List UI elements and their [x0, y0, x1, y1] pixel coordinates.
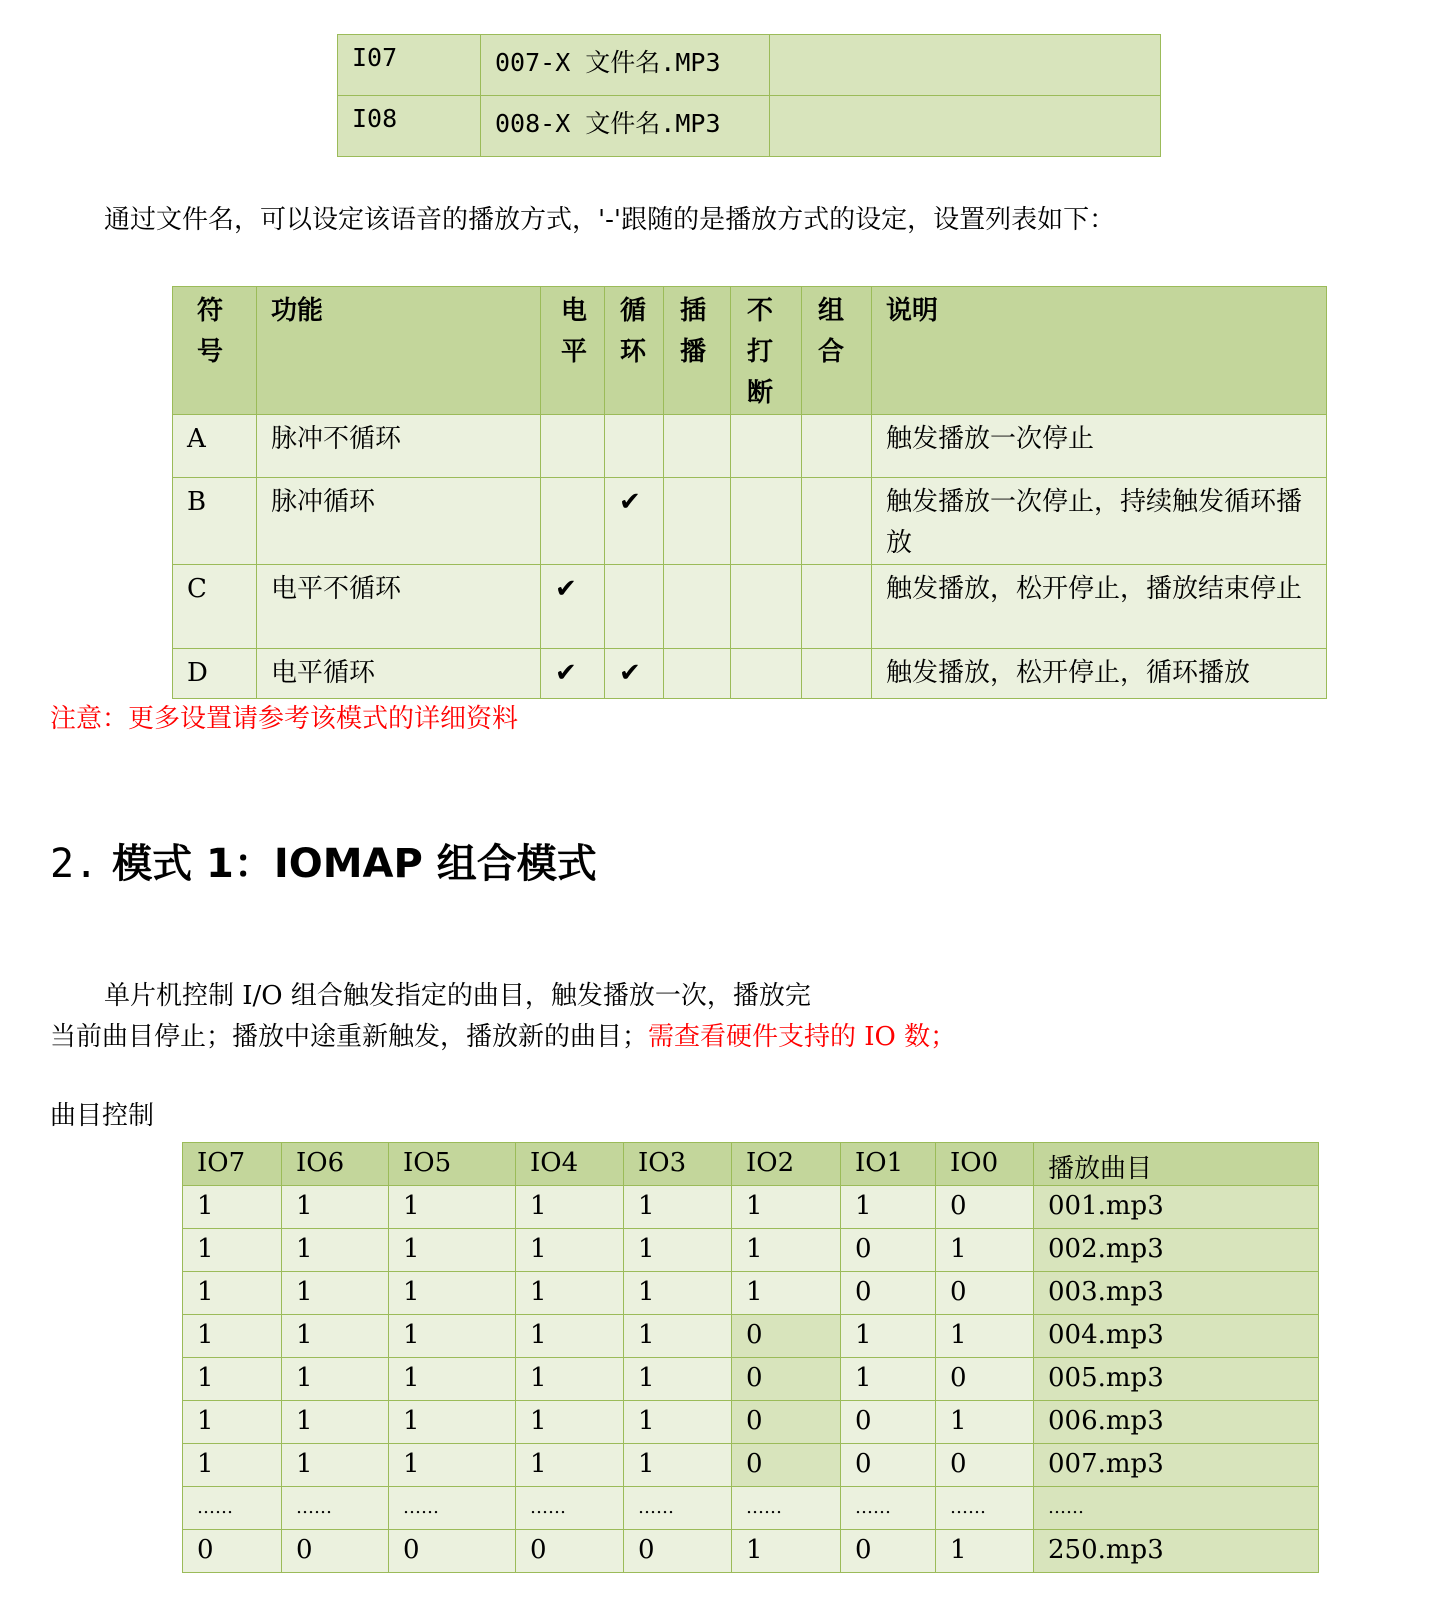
note-cell	[770, 96, 1161, 157]
io-value-cell: 0	[732, 1315, 841, 1358]
io-value-cell: 0	[841, 1530, 936, 1573]
io-value-cell: 1	[389, 1444, 516, 1487]
header-io0: IO0	[936, 1143, 1034, 1186]
desc-cell: 触发播放一次停止	[872, 415, 1327, 478]
loop-cell: ✔	[605, 478, 664, 565]
io-value-cell: 1	[389, 1229, 516, 1272]
level-cell: ✔	[541, 649, 605, 699]
io-value-cell: 0	[389, 1530, 516, 1573]
io-value-cell: 1	[624, 1315, 732, 1358]
io-cell: I07	[338, 35, 481, 96]
io-value-cell: 1	[936, 1401, 1034, 1444]
track-cell: 003.mp3	[1034, 1272, 1319, 1315]
io-value-cell: 1	[936, 1229, 1034, 1272]
io-value-cell: 1	[624, 1401, 732, 1444]
table-row	[183, 1530, 1319, 1573]
table-row	[183, 1186, 1319, 1229]
symbol-cell: A	[173, 415, 257, 478]
symbol-cell: C	[173, 565, 257, 649]
level-cell	[541, 478, 605, 565]
symbol-cell: B	[173, 478, 257, 565]
io-value-cell: 0	[936, 1272, 1034, 1315]
io-value-cell: 1	[389, 1401, 516, 1444]
io-value-cell: ……	[183, 1487, 282, 1530]
io-value-cell: ……	[732, 1487, 841, 1530]
header-io6: IO6	[282, 1143, 389, 1186]
table-row	[173, 478, 1327, 565]
io-value-cell: 0	[841, 1272, 936, 1315]
header-function: 功能	[257, 287, 541, 415]
io-value-cell: 1	[183, 1401, 282, 1444]
empty-cell	[731, 565, 802, 649]
io-value-cell: 0	[841, 1444, 936, 1487]
table-row	[183, 1444, 1319, 1487]
function-cell: 电平不循环	[257, 565, 541, 649]
io-value-cell: ……	[282, 1487, 389, 1530]
empty-cell	[802, 565, 872, 649]
track-cell: 005.mp3	[1034, 1358, 1319, 1401]
header-io3: IO3	[624, 1143, 732, 1186]
level-cell: ✔	[541, 565, 605, 649]
io-value-cell: 0	[183, 1530, 282, 1573]
io-value-cell: 1	[936, 1315, 1034, 1358]
track-cell: ……	[1034, 1487, 1319, 1530]
io-value-cell: 1	[516, 1186, 624, 1229]
level-cell	[541, 415, 605, 478]
io-value-cell: 1	[841, 1186, 936, 1229]
io-value-cell: 0	[282, 1530, 389, 1573]
io-value-cell: 1	[624, 1444, 732, 1487]
io-value-cell: ……	[624, 1487, 732, 1530]
track-cell: 250.mp3	[1034, 1530, 1319, 1573]
io-value-cell: 1	[389, 1358, 516, 1401]
io-value-cell: 1	[516, 1315, 624, 1358]
table-row	[173, 565, 1327, 649]
io-value-cell: 1	[841, 1315, 936, 1358]
description-line-2	[50, 1017, 956, 1057]
io-value-cell: 1	[389, 1315, 516, 1358]
header-io4: IO4	[516, 1143, 624, 1186]
table-row	[173, 415, 1327, 478]
empty-cell	[802, 649, 872, 699]
table-row	[183, 1401, 1319, 1444]
header-io1: IO1	[841, 1143, 936, 1186]
io-value-cell: 1	[282, 1444, 389, 1487]
io-value-cell: 1	[183, 1272, 282, 1315]
io-value-cell: 1	[516, 1229, 624, 1272]
header-symbol: 符号	[173, 287, 257, 415]
io-value-cell: 1	[282, 1358, 389, 1401]
desc-cell: 触发播放，松开停止，播放结束停止	[872, 565, 1327, 649]
io-value-cell: 1	[183, 1315, 282, 1358]
io-cell: I08	[338, 96, 481, 157]
header-io2: IO2	[732, 1143, 841, 1186]
table-row	[183, 1272, 1319, 1315]
io-value-cell: 0	[732, 1358, 841, 1401]
io-value-cell: 1	[732, 1186, 841, 1229]
symbol-cell: D	[173, 649, 257, 699]
intro-paragraph: 通过文件名，可以设定该语音的播放方式，'-'跟随的是播放方式的设定，设置列表如下：	[104, 205, 1116, 235]
io-value-cell: 1	[516, 1358, 624, 1401]
io-value-cell: 1	[183, 1444, 282, 1487]
section-title: 模式 1：IOMAP 组合模式	[112, 841, 597, 887]
function-cell: 电平循环	[257, 649, 541, 699]
hardware-note: 需查看硬件支持的 IO 数；	[648, 1022, 957, 1052]
io-value-cell: 1	[732, 1272, 841, 1315]
io-value-cell: 0	[732, 1401, 841, 1444]
io-value-cell: 1	[516, 1272, 624, 1315]
io-value-cell: ……	[389, 1487, 516, 1530]
track-cell: 006.mp3	[1034, 1401, 1319, 1444]
table-row	[338, 35, 1161, 96]
io-value-cell: 1	[624, 1272, 732, 1315]
io-value-cell: 1	[841, 1358, 936, 1401]
play-mode-table	[172, 286, 1327, 699]
table-row	[338, 96, 1161, 157]
empty-cell	[731, 478, 802, 565]
empty-cell	[731, 415, 802, 478]
track-cell: 002.mp3	[1034, 1229, 1319, 1272]
empty-cell	[664, 649, 731, 699]
header-io5: IO5	[389, 1143, 516, 1186]
io-value-cell: 0	[624, 1530, 732, 1573]
desc-cell: 触发播放一次停止，持续触发循环播放	[872, 478, 1327, 565]
empty-cell	[664, 478, 731, 565]
io-value-cell: 1	[389, 1272, 516, 1315]
io-value-cell: 1	[624, 1186, 732, 1229]
track-cell: 004.mp3	[1034, 1315, 1319, 1358]
io-value-cell: 0	[841, 1401, 936, 1444]
file-name-table	[337, 34, 1161, 157]
table-row	[183, 1315, 1319, 1358]
io-value-cell: ……	[516, 1487, 624, 1530]
function-cell: 脉冲不循环	[257, 415, 541, 478]
loop-cell	[605, 415, 664, 478]
io-value-cell: 1	[936, 1530, 1034, 1573]
desc-cell: 触发播放，松开停止，循环播放	[872, 649, 1327, 699]
io-value-cell: 1	[183, 1229, 282, 1272]
io-value-cell: ……	[841, 1487, 936, 1530]
table-row	[183, 1358, 1319, 1401]
empty-cell	[802, 478, 872, 565]
description-text: 当前曲目停止；播放中途重新触发，播放新的曲目；	[50, 1022, 649, 1052]
io-value-cell: 1	[516, 1444, 624, 1487]
io-value-cell: 1	[183, 1358, 282, 1401]
empty-cell	[731, 649, 802, 699]
io-value-cell: 1	[282, 1315, 389, 1358]
io-value-cell: 1	[282, 1272, 389, 1315]
header-interrupt: 插播	[664, 287, 731, 415]
track-cell: 001.mp3	[1034, 1186, 1319, 1229]
io-value-cell: 1	[732, 1229, 841, 1272]
description-line-1: 单片机控制 I/O 组合触发指定的曲目，触发播放一次，播放完	[104, 981, 811, 1011]
io-value-cell: 1	[732, 1530, 841, 1573]
io-value-cell: 0	[936, 1186, 1034, 1229]
table-header-row	[183, 1143, 1319, 1186]
empty-cell	[802, 415, 872, 478]
header-no-interrupt: 不打断	[731, 287, 802, 415]
io-value-cell: 1	[282, 1229, 389, 1272]
note-cell	[770, 35, 1161, 96]
file-cell: 007-X 文件名.MP3	[481, 35, 770, 96]
io-value-cell: 1	[516, 1401, 624, 1444]
io-value-cell: 0	[732, 1444, 841, 1487]
header-loop: 循环	[605, 287, 664, 415]
io-value-cell: 0	[936, 1444, 1034, 1487]
io-value-cell: 0	[936, 1358, 1034, 1401]
track-control-label: 曲目控制	[50, 1101, 155, 1131]
header-io7: IO7	[183, 1143, 282, 1186]
header-track: 播放曲目	[1034, 1143, 1319, 1186]
note-text: 注意：更多设置请参考该模式的详细资料	[50, 704, 519, 734]
io-map-table	[182, 1142, 1319, 1573]
io-value-cell: 1	[282, 1401, 389, 1444]
table-row	[173, 649, 1327, 699]
io-value-cell: 1	[282, 1186, 389, 1229]
io-value-cell: 1	[183, 1186, 282, 1229]
table-row	[183, 1487, 1319, 1530]
loop-cell: ✔	[605, 649, 664, 699]
file-cell: 008-X 文件名.MP3	[481, 96, 770, 157]
empty-cell	[664, 415, 731, 478]
io-value-cell: 0	[841, 1229, 936, 1272]
header-level: 电平	[541, 287, 605, 415]
io-value-cell: 1	[389, 1186, 516, 1229]
function-cell: 脉冲循环	[257, 478, 541, 565]
section-heading	[50, 832, 597, 889]
io-value-cell: 0	[516, 1530, 624, 1573]
header-desc: 说明	[872, 287, 1327, 415]
header-combo: 组合	[802, 287, 872, 415]
io-value-cell: 1	[624, 1358, 732, 1401]
empty-cell	[664, 565, 731, 649]
io-value-cell: 1	[624, 1229, 732, 1272]
table-row	[183, 1229, 1319, 1272]
loop-cell	[605, 565, 664, 649]
io-value-cell: ……	[936, 1487, 1034, 1530]
table-header-row	[173, 287, 1327, 415]
section-number: 2.	[50, 841, 99, 887]
track-cell: 007.mp3	[1034, 1444, 1319, 1487]
